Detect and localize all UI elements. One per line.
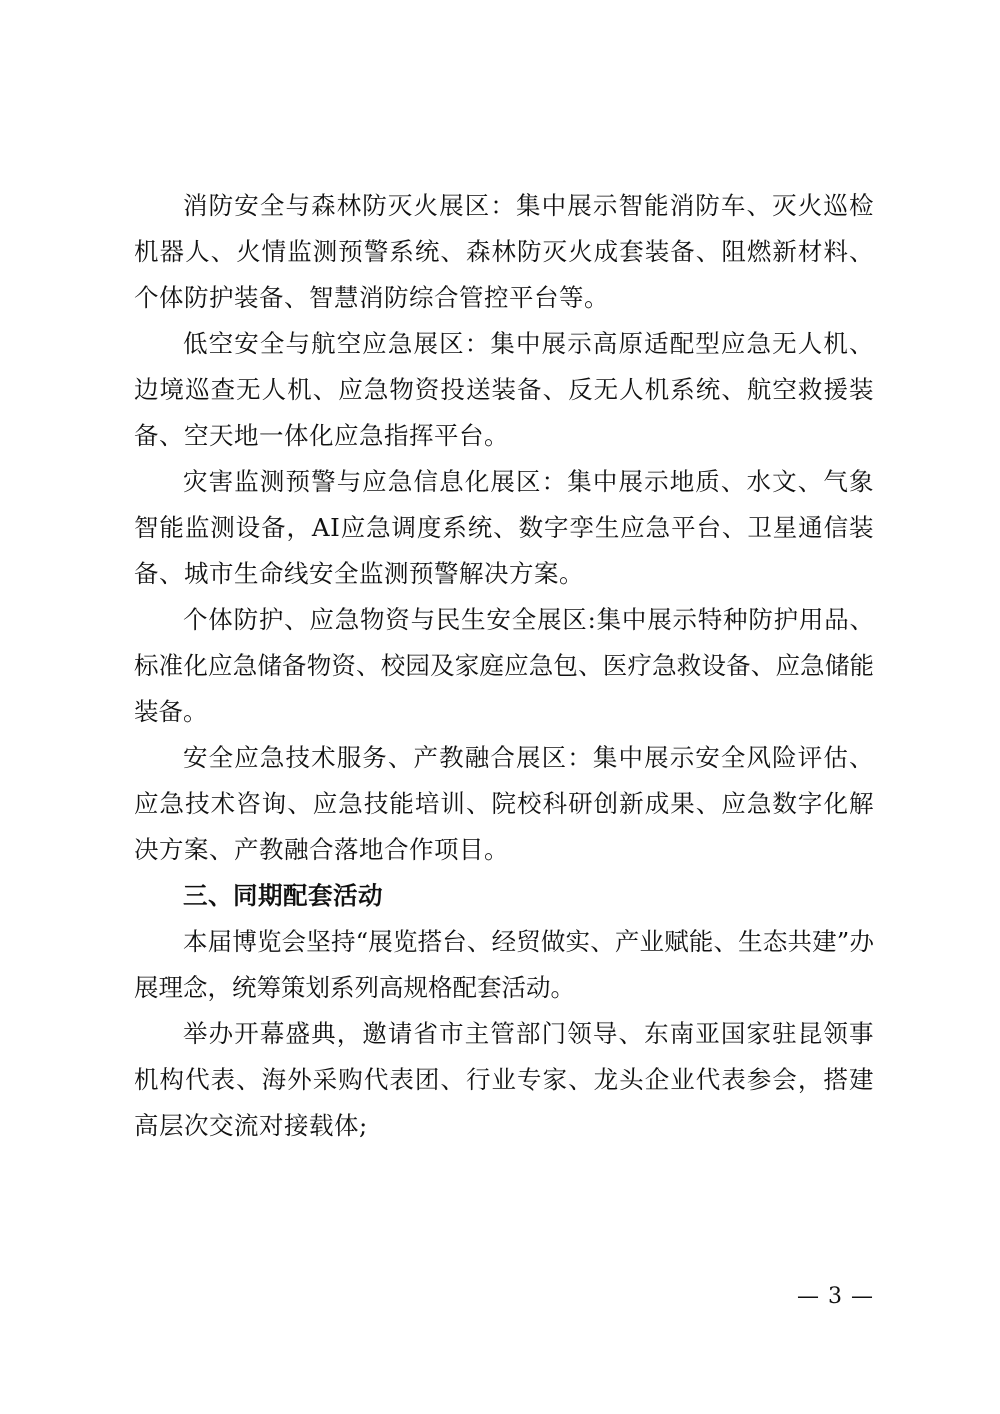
paragraph-personal-protection-zone: 个体防护、应急物资与民生安全展区:集中展示特种防护用品、标准化应急储备物资、校园及家庭应急包、医疗急救设备、应急储能装备。 bbox=[134, 605, 874, 726]
paragraph-opening-ceremony: 举办开幕盛典，邀请省市主管部门领导、东南亚国家驻昆领事机构代表、海外采购代表团、行业专家、龙头企业代表参会，搭建高层次交流对接载体; bbox=[134, 1019, 874, 1140]
document-body bbox=[134, 183, 874, 1149]
paragraph-event-philosophy: 本届博览会坚持“展览搭台、经贸做实、产业赋能、生态共建”办展理念，统筹策划系列高规格配套活动。 bbox=[134, 927, 874, 1002]
section-heading: 三、同期配套活动 bbox=[183, 881, 383, 910]
paragraph-fire-safety-zone: 消防安全与森林防灭火展区：集中展示智能消防车、灭火巡检机器人、火情监测预警系统、森林防灭火成套装备、阻燃新材料、个体防护装备、智慧消防综合管控平台等。 bbox=[134, 191, 874, 312]
page-number: — 3 — bbox=[797, 1284, 874, 1309]
paragraph-disaster-monitoring-zone: 灾害监测预警与应急信息化展区：集中展示地质、水文、气象智能监测设备，AI应急调度系统、数字孪生应急平台、卫星通信装备、城市生命线安全监测预警解决方案。 bbox=[134, 467, 874, 588]
paragraph-low-altitude-zone: 低空安全与航空应急展区：集中展示高原适配型应急无人机、边境巡查无人机、应急物资投送装备、反无人机系统、航空救援装备、空天地一体化应急指挥平台。 bbox=[134, 329, 874, 450]
paragraph-technical-services-zone: 安全应急技术服务、产教融合展区：集中展示安全风险评估、应急技术咨询、应急技能培训、院校科研创新成果、应急数字化解决方案、产教融合落地合作项目。 bbox=[134, 743, 874, 864]
